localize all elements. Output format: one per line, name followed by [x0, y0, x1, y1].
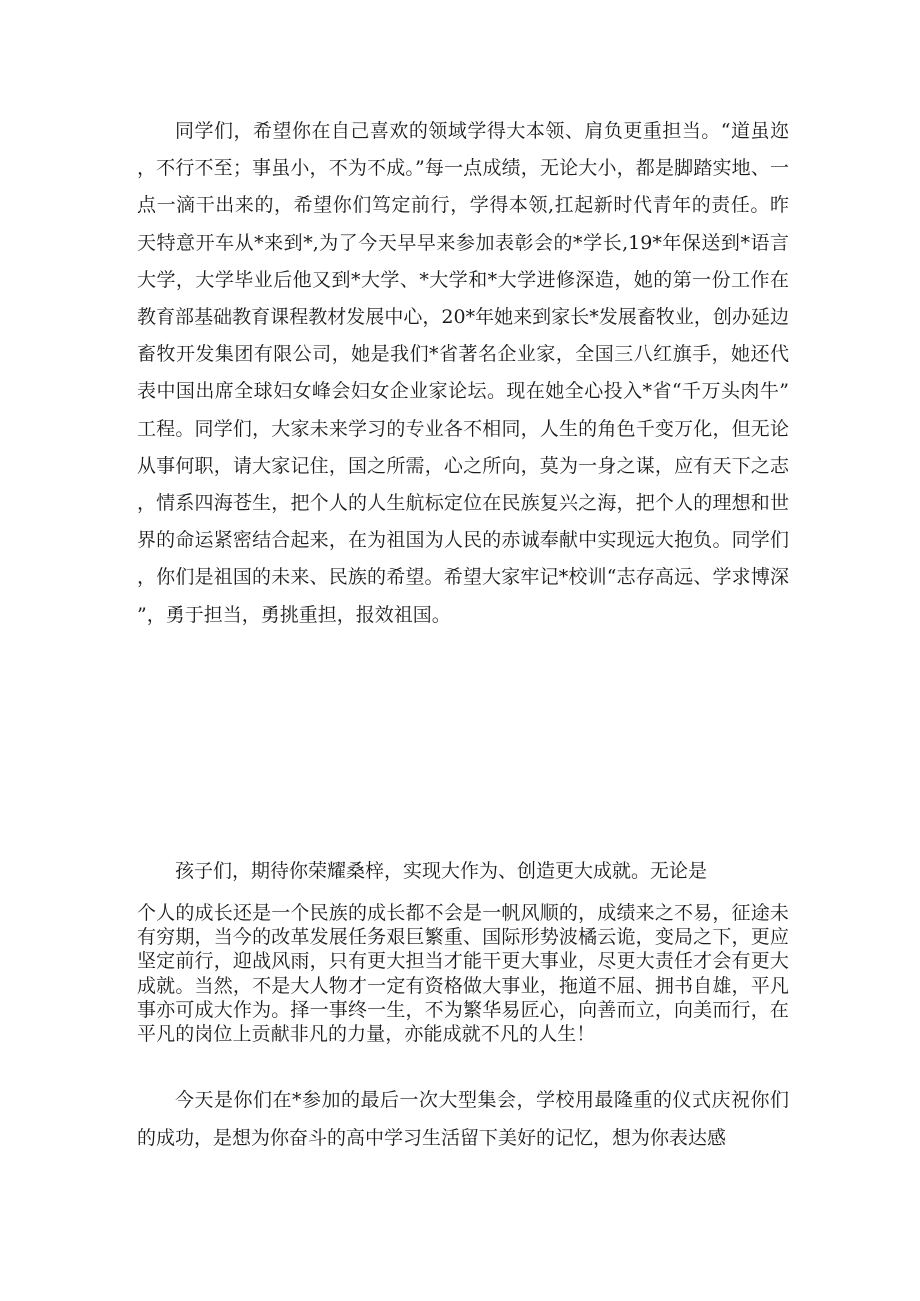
paragraph-1: 同学们，希望你在自己喜欢的领域学得大本领、肩负更重担当。“道虽迩，不行不至；事虽小，不为不成。”每一点成绩，无论大小，都是脚踏实地、一点一滴干出来的，希望你们笃定前行，学得本领,扛起新时代青年的责任。昨天特意开车从*来到*,为了今天早早来参加表彰会的*学长,19*年保送到*语言大学，大学毕业后他又到*大学、*大学和*大学进修深造，她的第一份工作在教育部基础教育课程教材发展中心，20*年她来到家长*发展畜牧业，创办延边畜牧开发集团有限公司，她是我们*省著名企业家，全国三八红旗手，她还代表中国出席全球妇女峰会妇女企业家论坛。现在她全心投入*省“千万头肉牛”工程。同学们，大家未来学习的专业各不相同，人生的角色千变万化，但无论从事何职，请大家记住，国之所需，心之所向，莫为一身之谋，应有天下之志，情系四海苍生，把个人的人生航标定位在民族复兴之海，把个人的理想和世界的命运紧密结合起来，在为祖国为人民的赤诚奉献中实现远大抱负。同学们，你们是祖国的未来、民族的希望。希望大家牢记*校训“志存高远、学求博深”，勇于担当，勇挑重担，报效祖国。: [137, 120, 789, 626]
paragraph-4: 今天是你们在*参加的最后一次大型集会，学校用最隆重的仪式庆祝你们的成功，是想为你奋斗的高中学习生活留下美好的记忆，想为你表达感: [137, 1089, 789, 1149]
paragraph-2: 孩子们，期待你荣耀桑梓，实现大作为、创造更大成就。无论是: [175, 860, 708, 882]
paragraph-3: 个人的成长还是一个民族的成长都不会是一帆风顺的，成绩来之不易，征途未有穷期，当今的改革发展任务艰巨繁重、国际形势波橘云诡，变局之下，更应坚定前行，迎战风雨，只有更大担当才能干更大事业，尽更大责任才会有更大成就。当然，不是大人物才一定有资格做大事业，拖道不屈、拥书自雄，平凡事亦可成大作为。择一事终一生，不为繁华易匠心，向善而立，向美而行，在平凡的岗位上贡献非凡的力量，亦能成就不凡的人生！: [137, 902, 789, 1046]
